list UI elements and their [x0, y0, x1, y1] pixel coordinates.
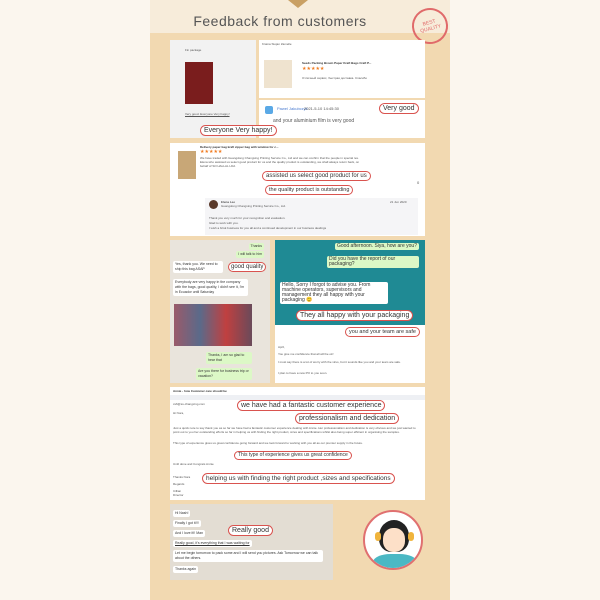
seller-avatar: [209, 200, 218, 209]
whatsapp-chat-bottom: [170, 504, 333, 580]
callout: Very good: [379, 103, 419, 114]
reply-date: 21 Jun 2020: [390, 200, 407, 204]
chat-message: Finally I got it!!!: [175, 521, 199, 525]
email-sign: Director: [173, 493, 184, 497]
callout: assisted us select good product for us: [262, 171, 371, 181]
chat-message: Thanks: [250, 244, 262, 248]
email-sign: Cillian: [173, 489, 182, 493]
email-paragraph: Until done and Congrats Annie: [173, 462, 214, 466]
email-subject: Annie - how Customer care should be: [173, 389, 227, 393]
avatar-shirt: [373, 554, 417, 570]
email-sign: Regards: [173, 482, 185, 486]
seller-company: Guangdong Changxing Printing Service Co., Ltd.: [221, 204, 286, 208]
support-agent-avatar: [363, 510, 423, 570]
review-panel: [259, 40, 425, 98]
callout: professionalism and dedication: [295, 413, 399, 424]
message: Fin package: [185, 48, 202, 52]
chat-message: Yes, thank you. We need to ship this bag ASAP: [173, 261, 223, 273]
email-from: cs6@ss-changxing.com: [173, 402, 205, 406]
message-date: 2021-5-10 14:45:30: [304, 106, 339, 111]
callout: the quality product is outstanding: [265, 185, 353, 195]
stamp-text: BEST QUALITY: [419, 18, 442, 35]
email-greeting: April,: [278, 345, 285, 349]
headset-icon: [408, 532, 414, 541]
chat-panel-left: [170, 40, 256, 138]
chat-message: Thanks, I am so glad to hear that: [206, 352, 252, 364]
callout: good quality: [228, 262, 266, 272]
rating-stars: ★★★★★: [302, 66, 325, 72]
chat-message: And I love it!! Man: [175, 531, 204, 535]
product-title[interactable]: Seeds Packing Brown Paper Kraft Bags Craft P...: [302, 61, 372, 65]
chat-message: Are you there for business trip or vacation?: [196, 368, 252, 380]
callout: helping us with finding the right product ,sizes and specifications: [202, 473, 395, 484]
email-paragraph: This type of experience gives us great confidence going forward and we look forward to working with you all as our premier supply in the future.: [173, 441, 363, 445]
user-name: Pawel Jakubczyk: [277, 106, 308, 111]
chat-message: Hi Nash!: [175, 511, 189, 515]
chat-message: I will talk to him: [238, 252, 262, 256]
product-image: [178, 151, 196, 179]
message: Very good. Everyone Very happy!: [185, 112, 230, 116]
product-title[interactable]: Delivery paper bag kraft zipper bag with window for c...: [200, 145, 279, 149]
email-paragraph: Just a quick note to say thank you as so far we have had a fantastic customer experience dealing with Annie. Her professionalism and dedication is very obvious and we just wanted to point out to you her outstanding efforts so far in helping us with finding the right product, sizes and specifications whilst also being super efficient in organising the samples.: [173, 426, 416, 434]
avatar-face: [383, 528, 405, 552]
email-line: I must say there is a lot of worry with the virus, but it sounds like you and your team are safe.: [278, 360, 401, 364]
callout: Really good: [228, 525, 273, 536]
header-triangle: [288, 0, 308, 8]
store-name: Kraina Stojan Zamelle: [262, 42, 292, 46]
product-image: [264, 60, 292, 88]
reply-line: Glad to work with you.: [209, 221, 239, 225]
callout: you and your team are safe: [345, 327, 420, 337]
chat-message: Everybody are very happy in the company with the bags, good quality, I didn't see it, I'm in Ecuador until Saturday: [173, 279, 248, 296]
seller-name: Elena Lee: [221, 200, 236, 204]
seller-reply: [205, 198, 418, 235]
page-title: Feedback from customers: [193, 13, 367, 29]
headset-icon: [375, 532, 381, 541]
video-thumbnail[interactable]: [174, 304, 252, 346]
reply-line: I wish a brisk business for you all and a continued development in our business dealings: [209, 226, 327, 230]
chat-message: Let me begin tomorrow to pack some and I will send you pictures. Ask Tomorrow we can talk about the others.: [173, 550, 323, 562]
review-text: Отличный сервис, быстрая доставка. Спасибо: [302, 76, 368, 80]
reply-line: Thank you very much for your recognition and evaluation.: [209, 216, 286, 220]
chat-message: Really good, it's everything that I was waiting for: [175, 541, 250, 545]
callout: we have had a fantastic customer experience: [237, 400, 385, 411]
email-greeting: Hi Nora,: [173, 411, 185, 415]
chat-message: Good afternoon. Siya, how are you?: [336, 243, 417, 249]
chat-message: Hello, Sorry I forgot to advise you. From machine operators, supervisors and management they all happy with your packaging 😊: [280, 282, 388, 304]
rating-stars: ★★★★★: [200, 149, 223, 155]
callout: This type of experience gives us great confidence: [234, 451, 352, 460]
user-avatar: [265, 106, 273, 114]
chat-message: Did you have the report of our packaging?: [327, 256, 419, 268]
email-line: I plan to have a new PO to you soon.: [278, 371, 328, 375]
review-text: We have traded with Guangdong Changxing Printing Service Co., Ltd and we can confirm that the people in special res. Elena who assisted us select good product for us and the quality product is outstanding, we shall always return back, on behalf of SO HALLAL LDA: [200, 156, 360, 168]
message-text: and your aluminium film is very good: [273, 118, 355, 124]
email-sign: Thanks Nora: [173, 475, 191, 479]
chat-message: Thanks again: [175, 567, 197, 571]
callout: They all happy with your packaging: [296, 310, 413, 321]
like-count[interactable]: 0: [417, 180, 420, 185]
email-line: You give me confidence that all will be ok!: [278, 352, 334, 356]
product-photo: [185, 62, 213, 104]
callout: Everyone Very happy!: [200, 125, 277, 136]
